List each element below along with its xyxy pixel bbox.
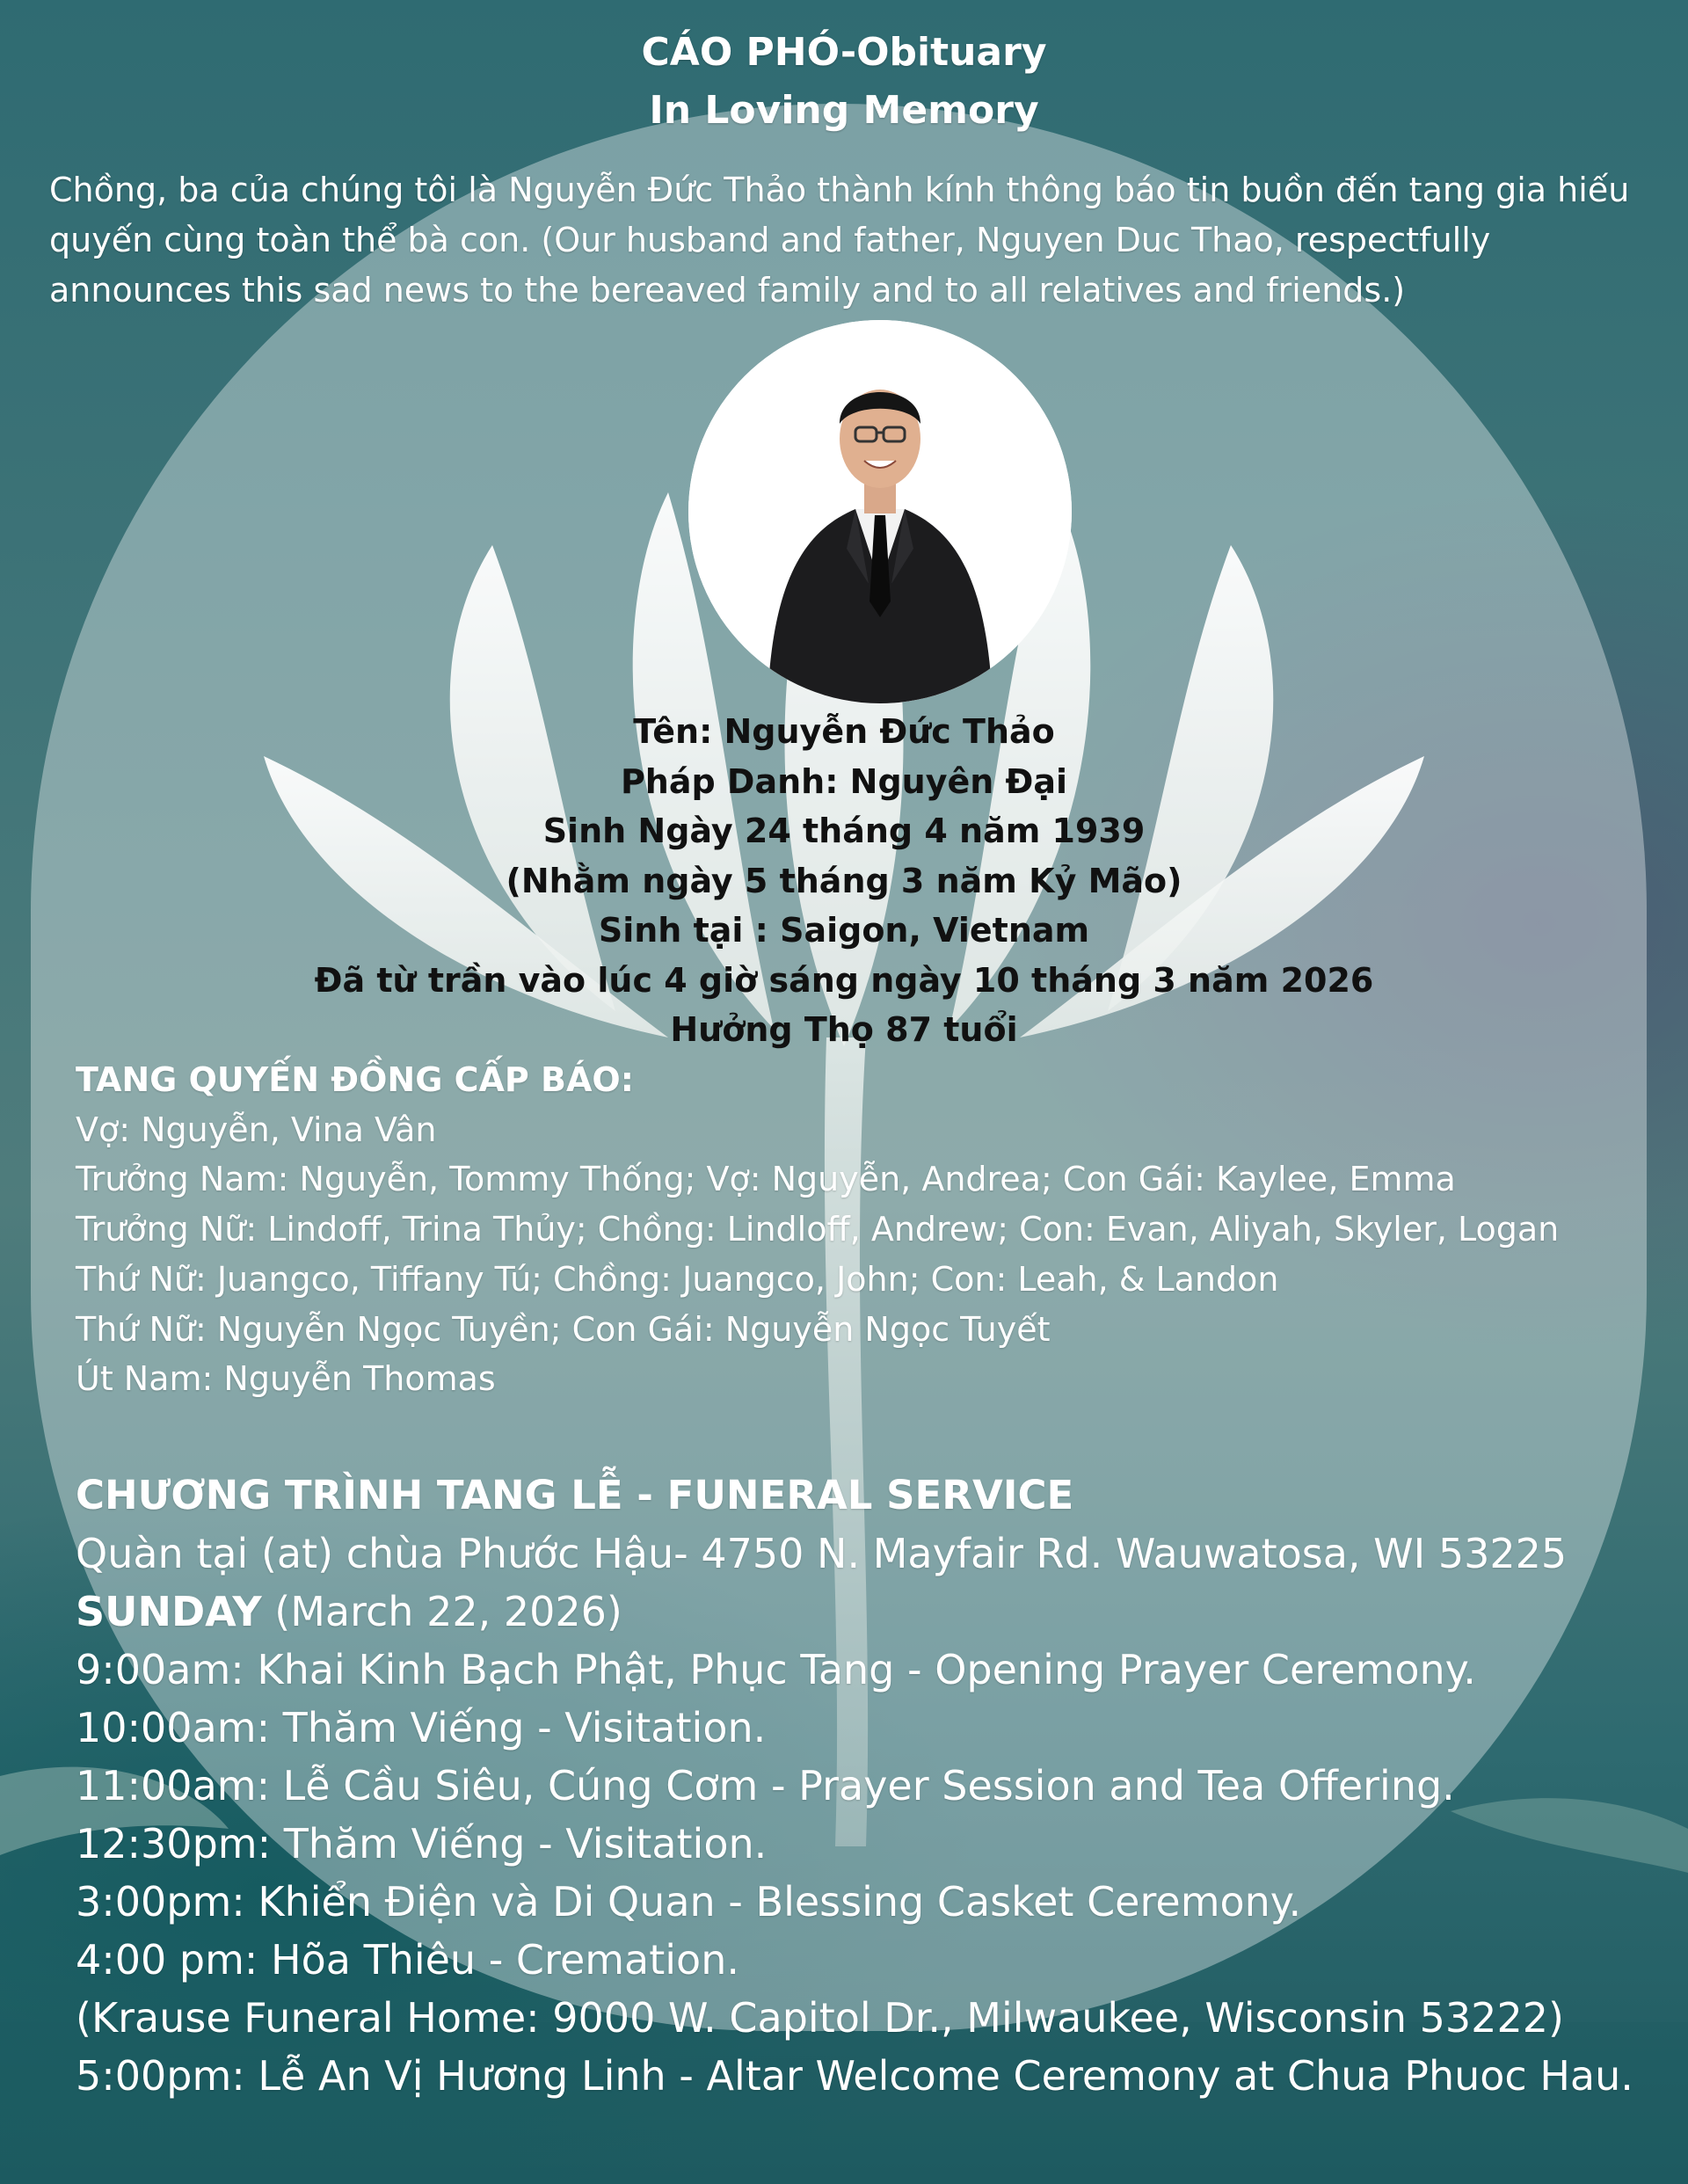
announcement-paragraph: Chồng, ba của chúng tôi là Nguyễn Đức Thảo thành kính thông báo tin buồn đến tang gia hiếu quyến cùng toàn thể bà con. (Our husband and father, Nguyen Duc Thao, respectfully announces this sad news to the bereaved family and to all relatives and friends.) — [49, 171, 1630, 309]
age-at-passing: Hưởng Thọ 87 tuổi — [670, 1010, 1018, 1049]
obituary-subtitle: In Loving Memory — [649, 88, 1039, 133]
schedule-item: (Krause Funeral Home: 9000 W. Capitol Dr., Milwaukee, Wisconsin 53222) — [76, 1994, 1564, 2042]
service-location: Quàn tại (at) chùa Phước Hậu- 4750 N. Mayfair Rd. Wauwatosa, WI 53225 — [76, 1530, 1568, 1577]
schedule-item: 5:00pm: Lễ An Vị Hương Linh - Altar Welcome Ceremony at Chua Phuoc Hau. — [76, 2052, 1633, 2100]
funeral-service-section — [76, 1467, 1667, 2105]
birth-place: Sinh tại : Saigon, Vietnam — [598, 911, 1090, 950]
family-member-line: Trưởng Nữ: Lindoff, Trina Thủy; Chồng: Lindloff, Andrew; Con: Evan, Aliyah, Skyler, Logan — [76, 1210, 1560, 1249]
schedule-item: 12:30pm: Thăm Viếng - Visitation. — [76, 1820, 768, 1867]
service-heading: CHƯƠNG TRÌNH TANG LỄ - FUNERAL SERVICE — [76, 1472, 1074, 1518]
dharma-name: Pháp Danh: Nguyên Đại — [620, 761, 1068, 801]
family-member-line: Thứ Nữ: Juangco, Tiffany Tú; Chồng: Juangco, John; Con: Leah, & Landon — [76, 1259, 1279, 1299]
deceased-details — [0, 707, 1688, 1055]
schedule-item: 10:00am: Thăm Viếng - Visitation. — [76, 1704, 767, 1751]
service-date-line — [76, 1583, 1667, 1641]
birth-date: Sinh Ngày 24 tháng 4 năm 1939 — [542, 812, 1146, 850]
family-member-line: Út Nam: Nguyễn Thomas — [76, 1359, 496, 1399]
schedule-item: 9:00am: Khai Kinh Bạch Phật, Phục Tang - Opening Prayer Ceremony. — [76, 1646, 1476, 1693]
family-member-line: Trưởng Nam: Nguyễn, Tommy Thống; Vợ: Nguyễn, Andrea; Con Gái: Kaylee, Emma — [76, 1160, 1456, 1199]
obituary-title: CÁO PHÓ-Obituary — [641, 30, 1047, 75]
service-date: (March 22, 2026) — [261, 1588, 622, 1635]
family-member-line: Thứ Nữ: Nguyễn Ngọc Tuyền; Con Gái: Nguyễn Ngọc Tuyết — [76, 1309, 1051, 1349]
family-section — [76, 1055, 1658, 1404]
family-member-line: Vợ: Nguyễn, Vina Vân — [76, 1110, 437, 1149]
portrait-photo — [688, 320, 1072, 703]
passing-date: Đã từ trần vào lúc 4 giờ sáng ngày 10 tháng 3 năm 2026 — [314, 960, 1374, 1000]
service-day: SUNDAY — [76, 1588, 262, 1635]
family-heading: TANG QUYẾN ĐỒNG CẤP BÁO: — [76, 1060, 634, 1099]
lunar-birth-date: (Nhằm ngày 5 tháng 3 năm Kỷ Mão) — [506, 861, 1182, 900]
schedule-item: 4:00 pm: Hõa Thiêu - Cremation. — [76, 1936, 739, 1984]
schedule-item: 3:00pm: Khiển Điện và Di Quan - Blessing Casket Ceremony. — [76, 1878, 1302, 1926]
schedule-item: 11:00am: Lễ Cầu Siêu, Cúng Cơm - Prayer Session and Tea Offering. — [76, 1762, 1455, 1809]
deceased-name: Tên: Nguyễn Đức Thảo — [633, 712, 1055, 751]
